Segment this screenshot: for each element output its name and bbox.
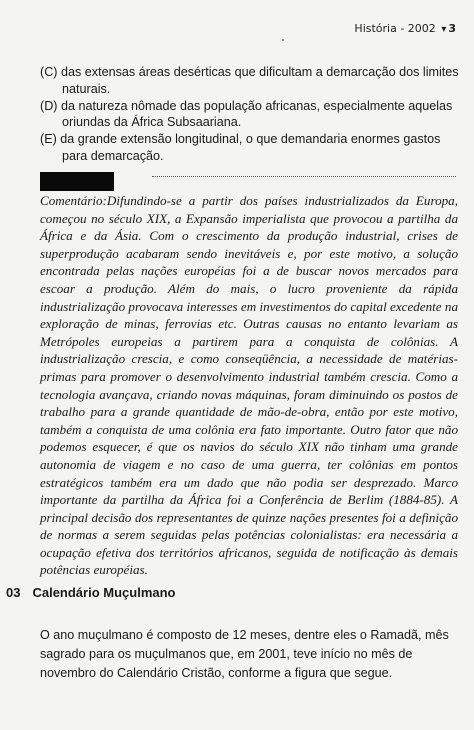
commentary-text: Comentário:Difundindo-se a partir dos países industrializados da Europa, começou no século XIX, a Expansão imperialista que provocou a partilha da África e da Ásia. Com o crescimento da produção industrial, crises de superprodução acabaram sendo inevitáveis e, por este motivo, a solução encontrada pelas nações européias foi a de buscar novos mercados para escoar a produção. Além do mais, o lucro proveniente da rápida industrialização provocava interesses em investimentos do capital excedente na exploração de minas, ferrovias etc. Outras causas no entanto levariam as Metrópoles europeias a partirem para a conquista de colônias. A industrialização crescia, e como conseqüência, a necessidade de matérias-primas para promover o desenvolvimento industrial também crescia. Como a tecnologia avançava, criando novas máquinas, foram diminuindo os postos de trabalho para a grande quantidade de mão-de-obra, então por este motivo, também a conquista de uma colônia era fato importante. Outro fator que não podemos esquecer, é que os navios do século XIX não tinham uma grande autonomia de viagem e no caso de uma guerra, ter colônias em pontos estratégicos também era um dado que não podia ser desprezado. Marco importante da partilha da África foi a Conferência de Berlim (1884-85). A principal decisão dos representantes de quinze nações presentes foi a definição de normas a serem seguidas pelas potências colonialistas: era necessária a ocupação efetiva dos territórios africanos, seguida de notificação às demais potências européias. bbox=[40, 193, 458, 578]
header-subject: História - 2002 bbox=[354, 22, 436, 35]
option-c: (C) das extensas áreas desérticas que dificultam a demarcação dos limites naturais. bbox=[40, 65, 459, 96]
section-heading bbox=[6, 585, 176, 600]
redaction-bar bbox=[40, 172, 114, 191]
header-page-number: 3 bbox=[448, 22, 456, 35]
page-header bbox=[354, 22, 456, 35]
answer-options bbox=[40, 64, 460, 165]
question-text: O ano muçulmano é composto de 12 meses, dentre eles o Ramadã, mês sagrado para os muçulmanos que, em 2001, teve início no mês de novembro do Calendário Cristão, conforme a figura que segue. bbox=[40, 628, 449, 680]
dotted-rule bbox=[152, 176, 456, 177]
section-title: Calendário Muçulmano bbox=[32, 585, 176, 600]
header-logo-icon: ▾ bbox=[441, 24, 447, 35]
section-number: 03 bbox=[6, 585, 21, 600]
option-d: (D) da natureza nômade das população africanas, especialmente aquelas oriundas da África Subsaariana. bbox=[40, 98, 453, 130]
option-e: (E) da grande extensão longitudinal, o que demandaria enormes gastos para demarcação. bbox=[40, 132, 441, 163]
scan-speck bbox=[282, 39, 284, 41]
